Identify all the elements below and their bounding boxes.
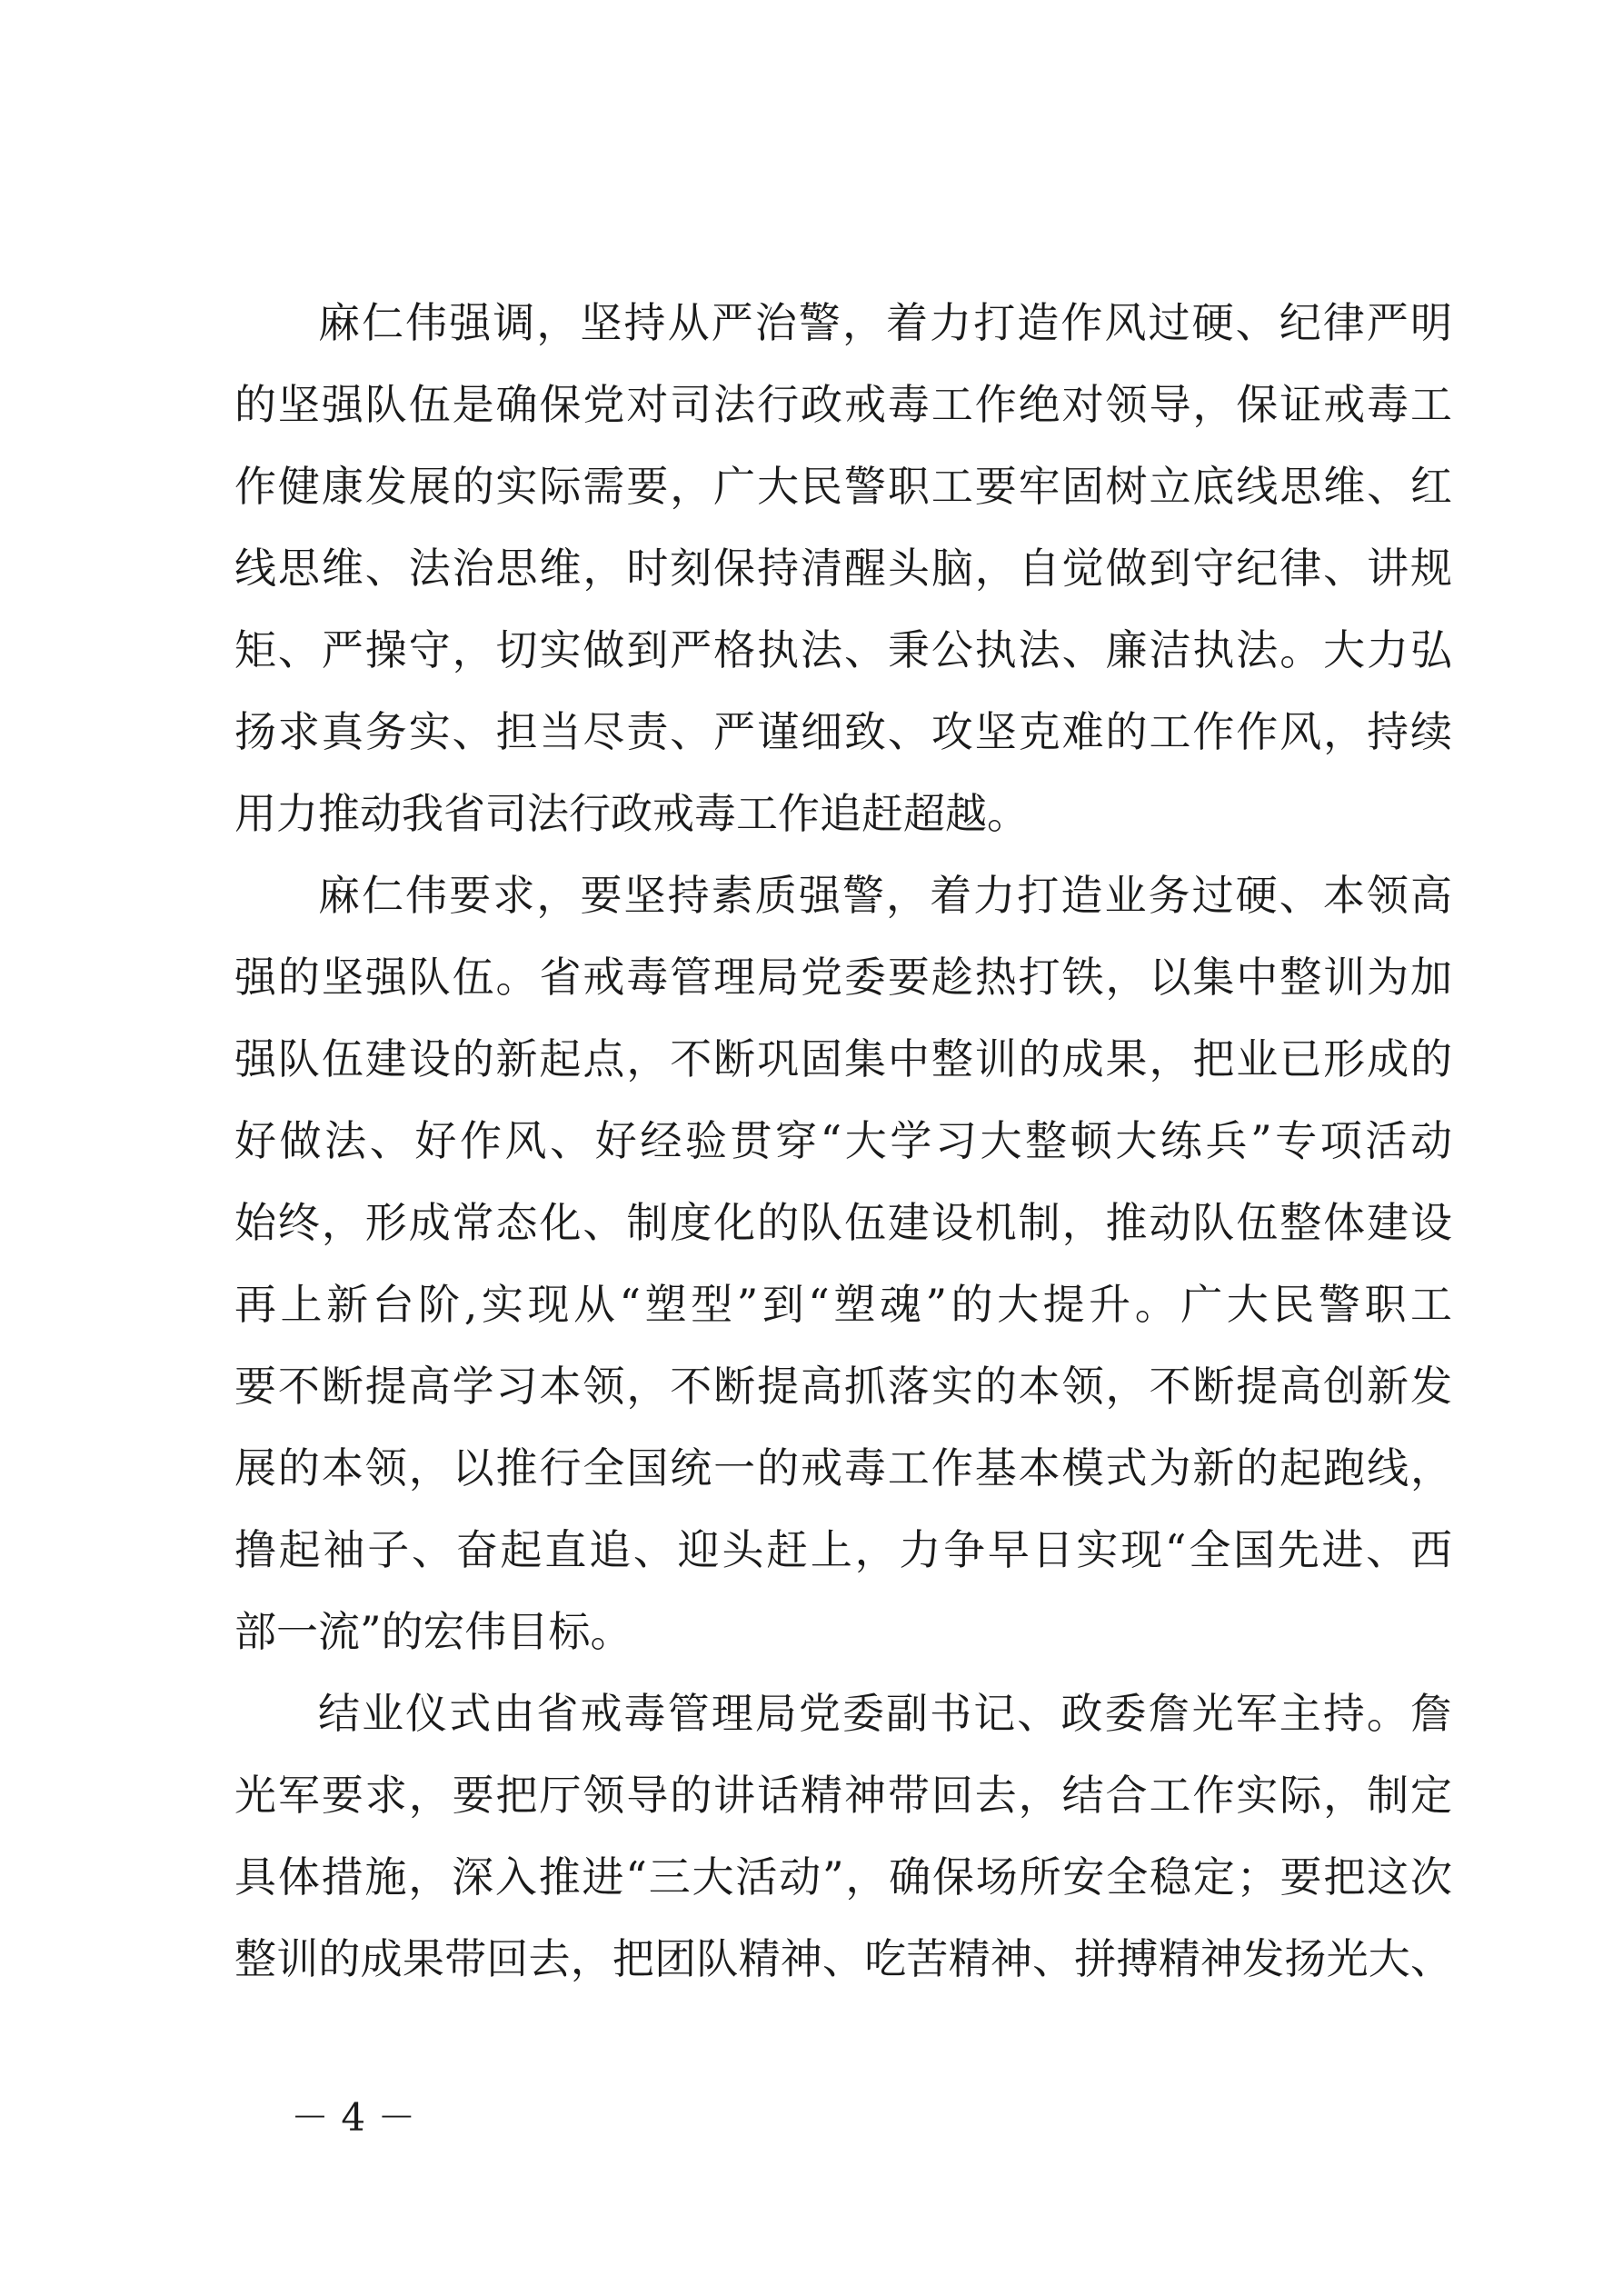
paragraph-3-line-3: 具体措施，深入推进“三大活动”，确保场所安全稳定；要把这次: [234, 1852, 1452, 1902]
paragraph-2-line-3: 强队伍建设的新起点，不断巩固集中整训的成果，把业已形成的: [234, 1034, 1452, 1083]
paragraph-2-line-2: 强的坚强队伍。省戒毒管理局党委要趁热打铁，以集中整训为加: [234, 953, 1452, 1002]
paragraph-2-line-7: 要不断提高学习本领，不断提高抓落实的本领，不断提高创新发: [234, 1362, 1452, 1411]
paragraph-1-line-1: 麻仁伟强调，坚持从严治警，着力打造作风过硬、纪律严明: [318, 298, 1452, 347]
paragraph-3-line-4: 整训的成果带回去，把团队精神、吃苦精神、拼搏精神发扬光大、: [234, 1934, 1452, 1983]
paragraph-1-line-5: 矩、严操守，切实做到严格执法、秉公执法、廉洁执法。大力弘: [234, 625, 1452, 674]
paragraph-3-line-2: 光军要求，要把厅领导的讲话精神带回去，结合工作实际，制定: [234, 1771, 1452, 1820]
paragraph-2-line-10: 部一流”的宏伟目标。: [234, 1607, 632, 1656]
paragraph-1-line-2: 的坚强队伍是确保党对司法行政戒毒工作绝对领导，保证戒毒工: [234, 380, 1452, 429]
paragraph-2-line-4: 好做法、好作风、好经验贯穿“大学习大整顿大练兵”专项活动: [234, 1116, 1452, 1165]
paragraph-2-line-9: 撸起袖子、奋起直追、迎头赶上，力争早日实现“全国先进、西: [234, 1525, 1452, 1574]
paragraph-2-line-5: 始终，形成常态化、制度化的队伍建设机制，推动队伍整体建设: [234, 1198, 1452, 1247]
body-text: [234, 282, 1452, 2000]
paragraph-2-line-6: 再上新台阶,实现从“塑型”到“塑魂”的大提升。广大民警职工: [234, 1280, 1452, 1329]
paragraph-1-line-7: 用力推动我省司法行政戒毒工作追赶超越。: [234, 789, 1029, 838]
paragraph-3-line-1: 结业仪式由省戒毒管理局党委副书记、政委詹光军主持。詹: [318, 1689, 1452, 1738]
paragraph-1-line-3: 作健康发展的实际需要，广大民警职工要牢固树立底线思维、红: [234, 462, 1452, 511]
paragraph-2-line-8: 展的本领，以推行全国统一的戒毒工作基本模式为新的起跑线，: [234, 1443, 1452, 1492]
page-number: － 4 －: [291, 2095, 416, 2140]
paragraph-1-line-6: 扬求真务实、担当尽责、严谨细致、攻坚克难的工作作风，持续: [234, 707, 1452, 756]
paragraph-2-line-1: 麻仁伟要求，要坚持素质强警，着力打造业务过硬、本领高: [318, 871, 1452, 920]
paragraph-1-line-4: 线思维、法治思维，时刻保持清醒头脑，自觉做到守纪律、讲规: [234, 544, 1452, 593]
